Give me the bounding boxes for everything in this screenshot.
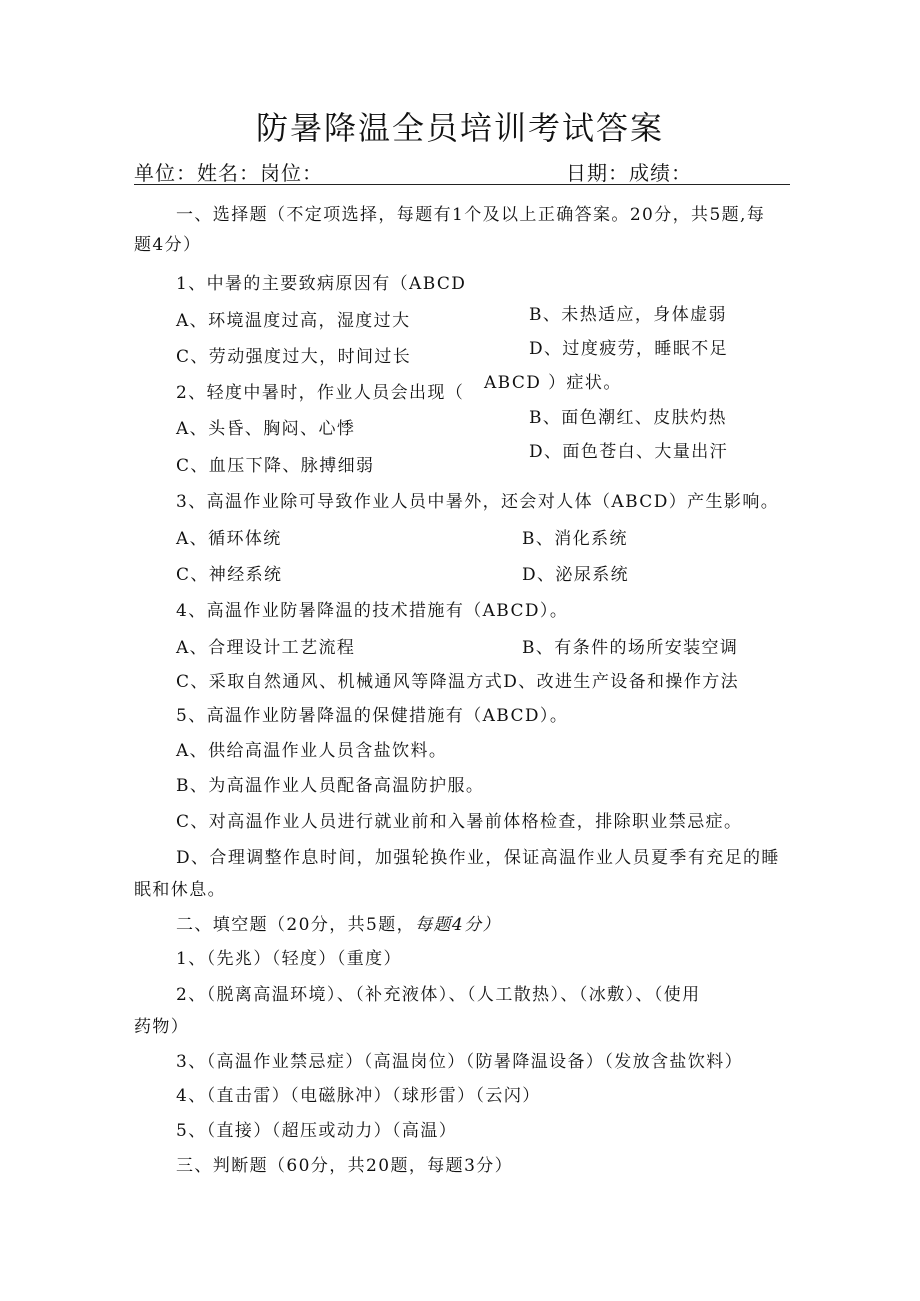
section2-heading-italic: 每题4分） xyxy=(415,915,501,935)
q5-option-b: B、为高温作业人员配备高温防护服。 xyxy=(176,776,485,796)
page-title: 防暑降温全员培训考试答案 xyxy=(255,109,664,147)
q1-option-d: D、过度疲劳，睡眠不足 xyxy=(529,339,729,359)
q2-option-d: D、面色苍白、大量出汗 xyxy=(529,442,729,462)
q2-option-a: A、头昏、胸闷、心悸 xyxy=(176,419,356,439)
fill-answer-3: 3、（高温作业禁忌症）（高温岗位）（防暑降温设备）（发放含盐饮料） xyxy=(176,1052,744,1072)
fill-answer-2-cont: 药物） xyxy=(134,1017,190,1037)
q5-option-d-cont: 眠和休息。 xyxy=(134,880,226,900)
header-unit-name-post: 单位：姓名：岗位： xyxy=(134,161,323,185)
header-rule xyxy=(134,184,790,185)
q1-option-c: C、劳动强度过大，时间过长 xyxy=(176,347,412,367)
q2-answer: ABCD ）症状。 xyxy=(484,373,622,393)
q3-stem: 3、高温作业除可导致作业人员中暑外，还会对人体（ABCD）产生影响。 xyxy=(176,492,780,512)
fill-answer-5: 5、（直接）（超压或动力）（高温） xyxy=(176,1121,458,1141)
q4-option-a: A、合理设计工艺流程 xyxy=(176,638,356,658)
section2-heading xyxy=(176,914,501,936)
q4-option-c-d: C、采取自然通风、机械通风等降温方式D、改进生产设备和操作方法 xyxy=(176,672,740,692)
fill-answer-2: 2、（脱离高温环境）、（补充液体）、（人工散热）、（冰敷）、（使用 xyxy=(176,985,701,1005)
section1-heading-cont: 题4分） xyxy=(134,235,202,255)
q1-option-a: A、环境温度过高，湿度过大 xyxy=(176,311,411,331)
section1-heading: 一、选择题（不定项选择，每题有1个及以上正确答案。20分，共5题,每 xyxy=(176,205,766,225)
q2-option-c: C、血压下降、脉搏细弱 xyxy=(176,456,375,476)
q2-option-b: B、面色潮红、皮肤灼热 xyxy=(529,408,727,428)
q1-stem: 1、中暑的主要致病原因有（ABCD xyxy=(176,274,467,294)
fill-answer-4: 4、（直击雷）（电磁脉冲）（球形雷）（云闪） xyxy=(176,1086,541,1106)
section2-heading-text: 二、填空题（20分，共5题， xyxy=(176,915,416,935)
header-date-score: 日期：成绩： xyxy=(566,161,692,185)
q3-option-d: D、泌尿系统 xyxy=(522,565,630,585)
q5-option-c: C、对高温作业人员进行就业前和入暑前体格检查，排除职业禁忌症。 xyxy=(176,812,743,832)
q5-stem: 5、高温作业防暑降温的保健措施有（ABCD）。 xyxy=(176,706,569,726)
q1-option-b: B、未热适应，身体虚弱 xyxy=(529,305,727,325)
q4-option-b: B、有条件的场所安装空调 xyxy=(522,638,739,658)
q4-stem: 4、高温作业防暑降温的技术措施有（ABCD）。 xyxy=(176,601,569,621)
q3-option-a: A、循环体统 xyxy=(176,529,282,549)
q3-option-b: B、消化系统 xyxy=(522,529,628,549)
fill-answer-1: 1、（先兆）（轻度）（重度） xyxy=(176,949,402,969)
section3-heading: 三、判断题（60分，共20题，每题3分） xyxy=(176,1156,514,1176)
q5-option-a: A、供给高温作业人员含盐饮料。 xyxy=(176,741,448,761)
q3-option-c: C、神经系统 xyxy=(176,565,283,585)
q2-stem: 2、轻度中暑时，作业人员会出现（ xyxy=(176,383,465,403)
q5-option-d: D、合理调整作息时间，加强轮换作业，保证高温作业人员夏季有充足的睡 xyxy=(176,848,780,868)
